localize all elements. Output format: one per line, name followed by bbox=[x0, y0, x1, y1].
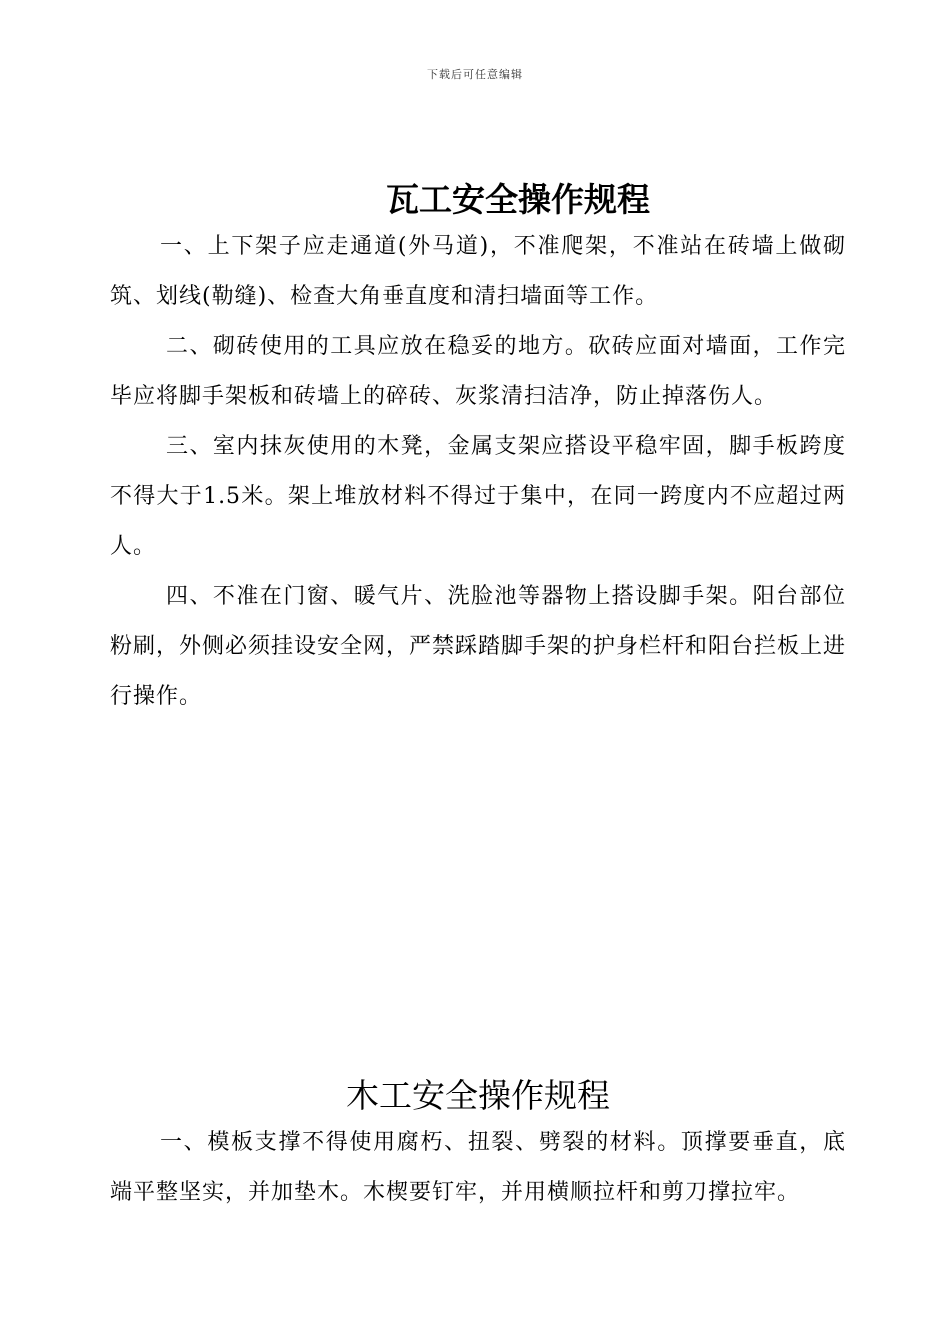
paragraph: 一、上下架子应走通道(外马道)，不准爬架，不准站在砖墙上做砌筑、划线(勒缝)、检查大角垂直度和清扫墙面等工作。 bbox=[110, 234, 846, 309]
paragraph: 三、室内抹灰使用的木凳，金属支架应搭设平稳牢固，脚手板跨度不得大于1.5米。架上堆放材料不得过于集中，在同一跨度内不应超过两人。 bbox=[110, 434, 846, 559]
paragraph: 四、不准在门窗、暖气片、洗脸池等器物上搭设脚手架。阳台部位粉刷，外侧必须挂设安全网，严禁踩踏脚手架的护身栏杆和阳台拦板上进行操作。 bbox=[110, 584, 847, 709]
section-title: 木工安全操作规程 bbox=[346, 1076, 610, 1115]
section-title: 瓦工安全操作规程 bbox=[386, 180, 650, 219]
section-carpentry-safety bbox=[110, 1074, 846, 1218]
header-note: 下载后可任意编辑 bbox=[427, 68, 523, 81]
section-masonry-safety bbox=[110, 178, 846, 722]
paragraph: 一、模板支撑不得使用腐朽、扭裂、劈裂的材料。顶撑要垂直，底端平整坚实，并加垫木。木楔要钉牢，并用横顺拉杆和剪刀撑拉牢。 bbox=[110, 1130, 846, 1205]
paragraph: 二、砌砖使用的工具应放在稳妥的地方。砍砖应面对墙面，工作完毕应将脚手架板和砖墙上的碎砖、灰浆清扫洁净，防止掉落伤人。 bbox=[110, 334, 846, 409]
